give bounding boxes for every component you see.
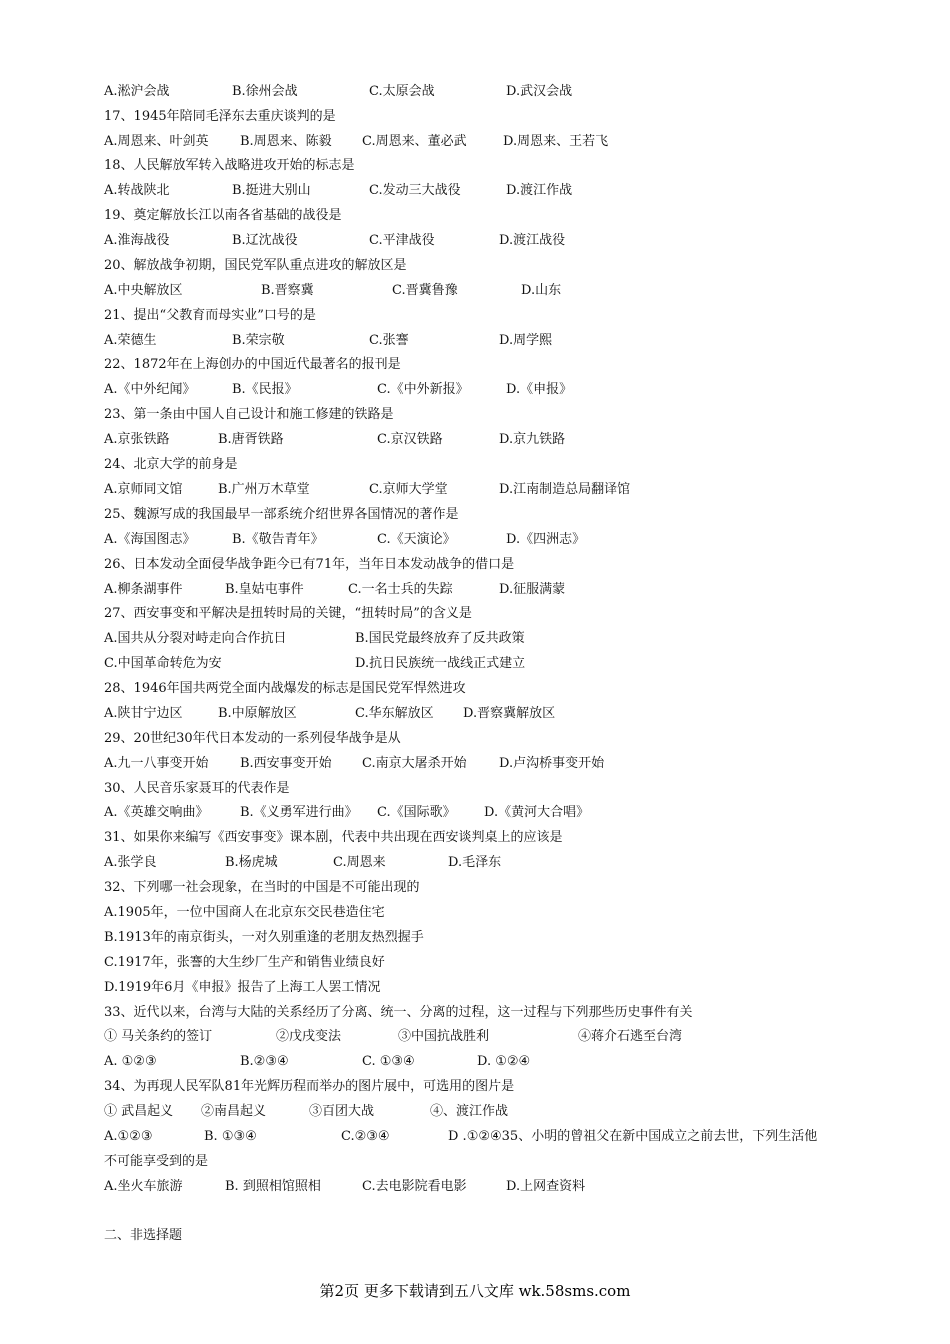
option-text: ②戊戌变法 xyxy=(276,1029,342,1044)
option-text: B.晋察冀 xyxy=(261,283,314,298)
option-text: A.周恩来、叶剑英 xyxy=(104,134,209,149)
question-text: 22、1872年在上海创办的中国近代最著名的报刊是 xyxy=(104,357,401,372)
option-text: C.去电影院看电影 xyxy=(362,1179,467,1194)
question-text: 25、魏源写成的我国最早一部系统介绍世界各国情况的著作是 xyxy=(104,507,459,522)
option-text: B.辽沈战役 xyxy=(232,233,298,248)
question-text: C.1917年，张謇的大生纱厂生产和销售业绩良好 xyxy=(104,955,385,970)
question-text: 19、奠定解放长江以南各省基础的战役是 xyxy=(104,208,342,223)
option-text: A.京师同文馆 xyxy=(104,482,183,497)
question-text: B.1913年的南京街头，一对久别重逢的老朋友热烈握手 xyxy=(104,930,424,945)
option-text: C.京师大学堂 xyxy=(369,482,448,497)
option-text: B.《敬告青年》 xyxy=(232,532,324,547)
option-text: C.周恩来 xyxy=(333,855,386,870)
option-text: B.中原解放区 xyxy=(218,706,297,721)
option-text: C. ①③④ xyxy=(362,1054,415,1069)
option-text: C.②③④ xyxy=(341,1129,390,1144)
option-text: A.京张铁路 xyxy=(104,432,170,447)
option-text: B.杨虎城 xyxy=(225,855,278,870)
question-text: 30、人民音乐家聂耳的代表作是 xyxy=(104,781,290,796)
option-text: C.周恩来、董必武 xyxy=(362,134,467,149)
question-text: 33、近代以来，台湾与大陆的关系经历了分离、统一、分离的过程，这一过程与下列那些历史事件有关 xyxy=(104,1005,693,1020)
option-text: D. ①②④ xyxy=(477,1054,531,1069)
option-text: C.京汉铁路 xyxy=(377,432,443,447)
option-text: C.发动三大战役 xyxy=(369,183,461,198)
question-text: 21、提出“父教育而母实业”口号的是 xyxy=(104,308,316,323)
option-text: A.陕甘宁边区 xyxy=(104,706,183,721)
option-text: ① 武昌起义 xyxy=(104,1104,174,1119)
option-text: A.国共从分裂对峙走向合作抗日 xyxy=(104,631,287,646)
option-text: B.荣宗敬 xyxy=(232,333,285,348)
option-text: D.《黄河大合唱》 xyxy=(484,805,590,820)
question-text: 26、日本发动全面侵华战争距今已有71年，当年日本发动战争的借口是 xyxy=(104,557,515,572)
question-text: 20、解放战争初期，国民党军队重点进攻的解放区是 xyxy=(104,258,407,273)
option-text: A.柳条湖事件 xyxy=(104,582,183,597)
option-text: C.《天演论》 xyxy=(377,532,456,547)
option-text: A.荣德生 xyxy=(104,333,157,348)
option-text: ④、渡江作战 xyxy=(430,1104,509,1119)
option-text: B.周恩来、陈毅 xyxy=(240,134,332,149)
option-text: A.淮海战役 xyxy=(104,233,170,248)
question-text: A.1905年，一位中国商人在北京东交民巷造住宅 xyxy=(104,905,385,920)
question-text: 二、非选择题 xyxy=(104,1228,183,1243)
option-text: D.武汉会战 xyxy=(506,84,573,99)
option-text: A.《中外纪闻》 xyxy=(104,382,196,397)
question-text: 18、人民解放军转入战略进攻开始的标志是 xyxy=(104,158,355,173)
option-text: D.征服满蒙 xyxy=(499,582,566,597)
option-text: ③中国抗战胜利 xyxy=(398,1029,490,1044)
question-text: 32、下列哪一社会现象，在当时的中国是不可能出现的 xyxy=(104,880,420,895)
option-text: D.江南制造总局翻译馆 xyxy=(499,482,631,497)
option-text: C.南京大屠杀开始 xyxy=(362,756,467,771)
question-text: 27、西安事变和平解决是扭转时局的关键，“扭转时局”的含义是 xyxy=(104,606,472,621)
option-text: ②南昌起义 xyxy=(201,1104,267,1119)
question-text: 34、为再现人民军队81年光辉历程而举办的图片展中，可选用的图片是 xyxy=(104,1079,515,1094)
option-text: D.晋察冀解放区 xyxy=(463,706,556,721)
option-text: D.《申报》 xyxy=(506,382,573,397)
option-text: C.中国革命转危为安 xyxy=(104,656,222,671)
question-text: 29、20世纪30年代日本发动的一系列侵华战争是从 xyxy=(104,731,401,746)
option-text: B.唐胥铁路 xyxy=(218,432,284,447)
option-text: D.周恩来、王若飞 xyxy=(503,134,609,149)
question-text: 不可能享受到的是 xyxy=(104,1154,209,1169)
option-text: C.华东解放区 xyxy=(355,706,434,721)
option-text: B.皇姑屯事件 xyxy=(225,582,304,597)
option-text: B.国民党最终放弃了反共政策 xyxy=(355,631,525,646)
option-text: A.《英雄交响曲》 xyxy=(104,805,209,820)
option-text: B.《民报》 xyxy=(232,382,298,397)
option-text: D.周学熙 xyxy=(499,333,553,348)
option-text: A. ①②③ xyxy=(104,1054,157,1069)
option-text: C.平津战役 xyxy=(369,233,435,248)
question-text: 17、1945年陪同毛泽东去重庆谈判的是 xyxy=(104,109,336,124)
option-text: A.《海国图志》 xyxy=(104,532,196,547)
option-text: ③百团大战 xyxy=(309,1104,375,1119)
option-text: C.一名士兵的失踪 xyxy=(348,582,453,597)
option-text: D.上网查资料 xyxy=(506,1179,586,1194)
option-text: C.张謇 xyxy=(369,333,409,348)
question-text: 31、如果你来编写《西安事变》课本剧，代表中共出现在西安谈判桌上的应该是 xyxy=(104,830,563,845)
question-text: 24、北京大学的前身是 xyxy=(104,457,238,472)
option-text: D.渡江作战 xyxy=(506,183,573,198)
question-text: D.1919年6月《申报》报告了上海工人罢工情况 xyxy=(104,980,381,995)
option-text: D.抗日民族统一战线正式建立 xyxy=(355,656,526,671)
option-text: D .①②④35、小明的曾祖父在新中国成立之前去世，下列生活他 xyxy=(448,1129,818,1144)
option-text: ④蒋介石逃至台湾 xyxy=(578,1029,683,1044)
option-text: B.挺进大别山 xyxy=(232,183,311,198)
option-text: A.淞沪会战 xyxy=(104,84,170,99)
option-text: A.九一八事变开始 xyxy=(104,756,209,771)
question-text: 28、1946年国共两党全面内战爆发的标志是国民党军悍然进攻 xyxy=(104,681,466,696)
option-text: B.《义勇军进行曲》 xyxy=(240,805,358,820)
option-text: ① 马关条约的签订 xyxy=(104,1029,213,1044)
option-text: A.①②③ xyxy=(104,1129,153,1144)
option-text: D.《四洲志》 xyxy=(506,532,586,547)
option-text: D.山东 xyxy=(521,283,562,298)
option-text: C.《国际歌》 xyxy=(377,805,456,820)
option-text: D.毛泽东 xyxy=(448,855,502,870)
option-text: A.转战陕北 xyxy=(104,183,170,198)
option-text: B.广州万木草堂 xyxy=(218,482,310,497)
option-text: B.徐州会战 xyxy=(232,84,298,99)
question-text: 23、第一条由中国人自己设计和施工修建的铁路是 xyxy=(104,407,394,422)
option-text: D.京九铁路 xyxy=(499,432,566,447)
option-text: A.坐火车旅游 xyxy=(104,1179,183,1194)
option-text: D.渡江战役 xyxy=(499,233,566,248)
option-text: A.张学良 xyxy=(104,855,157,870)
option-text: B.西安事变开始 xyxy=(240,756,332,771)
option-text: B. ①③④ xyxy=(204,1129,257,1144)
option-text: D.卢沟桥事变开始 xyxy=(499,756,605,771)
page-footer: 第2页 更多下载请到五八文库 wk.58sms.com xyxy=(319,1282,631,1300)
option-text: C.太原会战 xyxy=(369,84,435,99)
option-text: B.②③④ xyxy=(240,1054,289,1069)
option-text: C.晋冀鲁豫 xyxy=(392,283,458,298)
option-text: A.中央解放区 xyxy=(104,283,183,298)
option-text: B. 到照相馆照相 xyxy=(225,1179,321,1194)
option-text: C.《中外新报》 xyxy=(377,382,469,397)
